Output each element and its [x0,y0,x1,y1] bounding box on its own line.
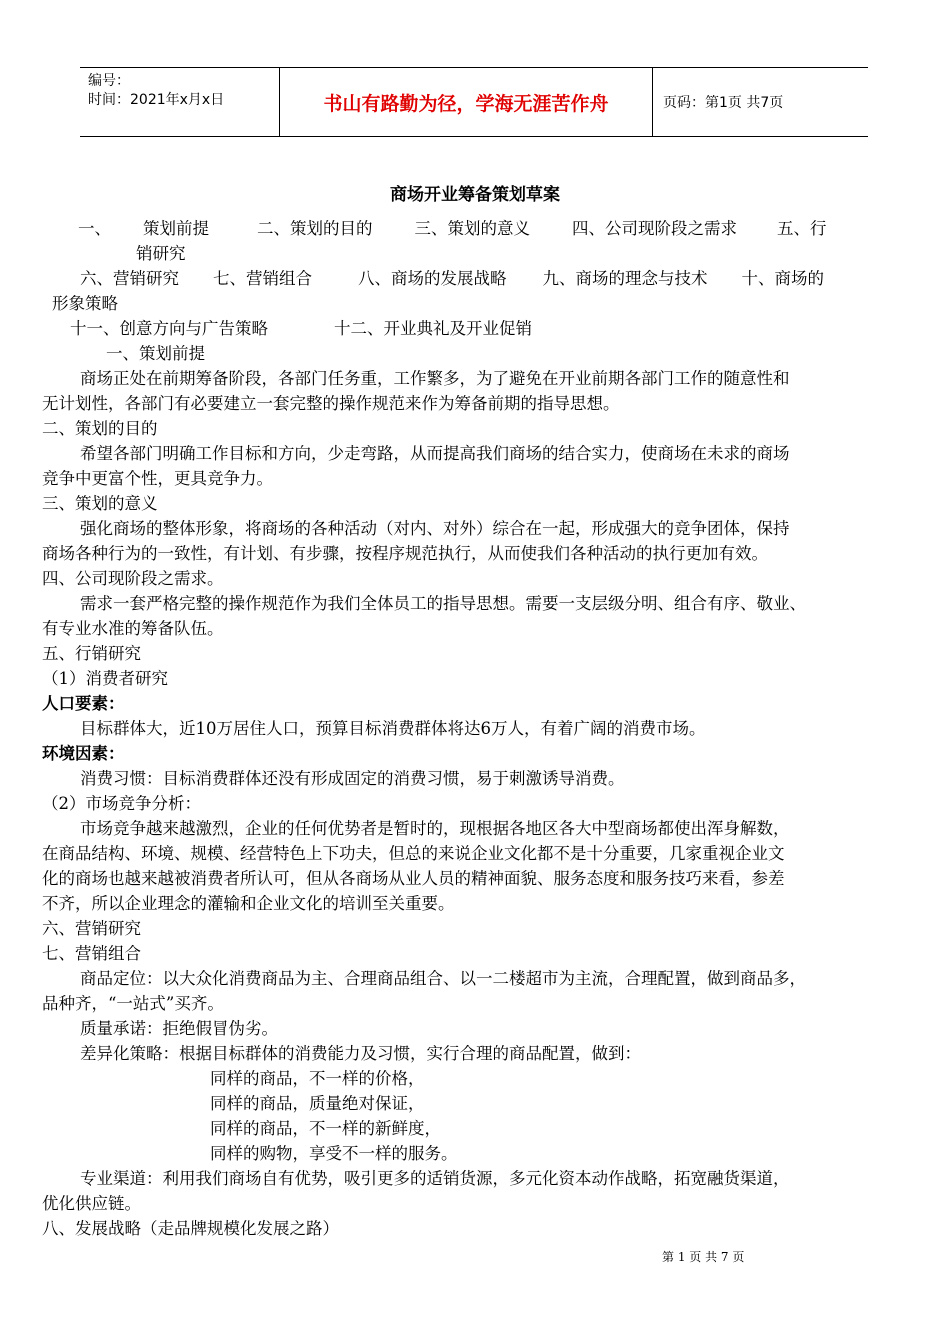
paragraph-line: 优化供应链。 [42,1194,141,1213]
paragraph-line: 消费习惯：目标消费群体还没有形成固定的消费习惯，易于刺激诱导消费。 [80,769,625,788]
list-item: 同样的商品，质量绝对保证， [210,1094,425,1113]
bold-label: 环境因素： [42,744,125,763]
header-motto: 书山有路勤为径，学海无涯苦作舟 [280,68,653,136]
list-item: 同样的购物，享受不一样的服务。 [210,1144,458,1163]
toc-item: 策划前提 [143,219,209,238]
header-meta [80,68,280,136]
bold-label: 人口要素： [42,694,125,713]
paragraph-line: 有专业水准的筹备队伍。 [42,619,224,638]
section-heading: 五、行销研究 [42,644,141,663]
toc-item: 三、策划的意义 [414,219,530,238]
doc-time-label: 时间：2021年x月x日 [88,92,225,108]
toc-item: 四、公司现阶段之需求 [572,219,737,238]
paragraph-line: 商品定位：以大众化消费商品为主、合理商品组合、以一二楼超市为主流，合理配置，做到商品多， [80,969,806,988]
section-heading: 三、策划的意义 [42,494,158,513]
subsection-heading: （2）市场竞争分析： [42,794,201,813]
toc-item: 十、商场的 [741,269,824,288]
list-item: 同样的商品，不一样的新鲜度， [210,1119,441,1138]
paragraph-line: 希望各部门明确工作目标和方向，少走弯路，从而提高我们商场的结合实力，使商场在未求的商场 [80,444,790,463]
toc-item: 七、营销组合 [213,269,312,288]
paragraph-line: 品种齐，“一站式”买齐。 [42,994,224,1013]
toc-row-2b [42,291,908,316]
paragraph-line: 需求一套严格完整的操作规范作为我们全体员工的指导思想。需要一支层级分明、组合有序、敬业、 [80,594,806,613]
paragraph-line: 化的商场也越来越被消费者所认可，但从各商场从业人员的精神面貌、服务态度和服务技巧来看，参差 [42,869,785,888]
header-page-info: 页码：第1页 共7页 [663,95,784,111]
toc-item: 二、策划的目的 [257,219,373,238]
doc-number-label: 编号： [88,73,130,89]
page-footer: 第 1 页 共 7 页 [662,1250,745,1264]
toc-item: 十二、开业典礼及开业促销 [334,319,532,338]
paragraph-line: 商场各种行为的一致性，有计划、有步骤，按程序规范执行，从而使我们各种活动的执行更加有效。 [42,544,768,563]
paragraph-line: 在商品结构、环境、规模、经营特色上下功夫，但总的来说企业文化都不是十分重要，几家重视企业文 [42,844,785,863]
toc-item: 八、商场的发展战略 [358,269,507,288]
section-heading: 八、发展战略（走品牌规模化发展之路） [42,1219,339,1238]
toc-item: 形象策略 [52,294,118,313]
toc-item: 一、 [78,219,111,238]
list-item: 同样的商品，不一样的价格， [210,1069,425,1088]
toc-item: 销研究 [136,244,186,263]
paragraph-line: 强化商场的整体形象，将商场的各种活动（对内、对外）综合在一起，形成强大的竞争团体，保持 [80,519,790,538]
document-body [42,216,908,1241]
paragraph-line: 目标群体大，近10万居住人口，预算目标消费群体将达6万人，有着广阔的消费市场。 [80,719,706,738]
toc-item: 五、行 [777,219,827,238]
section-heading: 四、公司现阶段之需求。 [42,569,224,588]
paragraph-line: 质量承诺：拒绝假冒伪劣。 [80,1019,278,1038]
toc-row-2 [42,266,908,291]
paragraph-line: 不齐，所以企业理念的灌输和企业文化的培训至关重要。 [42,894,455,913]
toc-item: 十一、创意方向与广告策略 [70,319,268,338]
toc-item: 九、商场的理念与技术 [542,269,708,288]
paragraph-line: 商场正处在前期筹备阶段，各部门任务重，工作繁多，为了避免在开业前期各部门工作的随意性和 [80,369,790,388]
document-header [80,67,868,137]
subsection-heading: （1）消费者研究 [42,669,168,688]
toc-row-1b [42,241,908,266]
paragraph-line: 差异化策略：根据目标群体的消费能力及习惯，实行合理的商品配置，做到： [80,1044,641,1063]
toc-row-3 [42,316,908,341]
toc-item: 六、营销研究 [80,269,179,288]
paragraph-line: 市场竞争越来越激烈，企业的任何优势者是暂时的，现根据各地区各大中型商场都使出浑身解数， [80,819,790,838]
paragraph-line: 专业渠道：利用我们商场自有优势，吸引更多的适销货源，多元化资本动作战略，拓宽融货渠道， [80,1169,790,1188]
toc-row-1 [42,216,908,241]
document-title: 商场开业筹备策划草案 [390,185,560,205]
paragraph-line: 竞争中更富个性，更具竞争力。 [42,469,273,488]
section-heading: 一、策划前提 [106,344,205,363]
section-heading: 七、营销组合 [42,944,141,963]
section-heading: 六、营销研究 [42,919,141,938]
paragraph-line: 无计划性，各部门有必要建立一套完整的操作规范来作为筹备前期的指导思想。 [42,394,620,413]
section-heading: 二、策划的目的 [42,419,158,438]
